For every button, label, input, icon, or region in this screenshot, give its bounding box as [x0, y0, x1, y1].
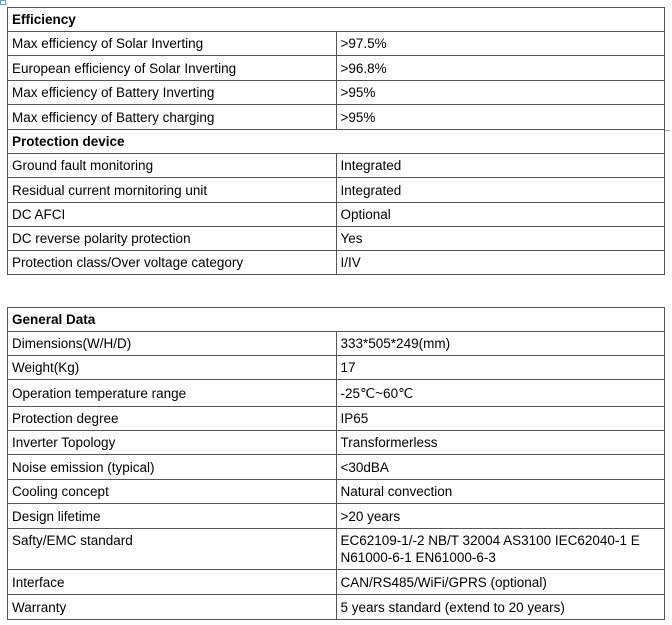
- spec-value: IP65: [336, 407, 665, 431]
- spec-label: Protection degree: [8, 407, 337, 431]
- spec-value: CAN/RS485/WiFi/GPRS (optional): [336, 570, 665, 595]
- spec-value: -25℃~60℃: [336, 380, 665, 407]
- spec-value: Natural convection: [336, 480, 665, 504]
- table-row: [8, 570, 665, 595]
- table-row: [8, 251, 665, 275]
- table-row: [8, 595, 665, 620]
- table-row: [8, 380, 665, 407]
- spec-label: Weight(Kg): [8, 356, 337, 380]
- spec-label: DC reverse polarity protection: [8, 227, 337, 251]
- spec-label: Inverter Topology: [8, 431, 337, 455]
- table-row: [8, 480, 665, 504]
- spec-label: Cooling concept: [8, 480, 337, 504]
- spec-label: Interface: [8, 570, 337, 595]
- spec-value: Yes: [336, 227, 665, 251]
- spec-label: Max efficiency of Solar Inverting: [8, 32, 337, 56]
- spec-table-efficiency-protection: [7, 7, 665, 275]
- section-title: Efficiency: [8, 8, 665, 32]
- section-header-efficiency: [8, 8, 665, 32]
- spec-value: Optional: [336, 203, 665, 227]
- spec-value: Transformerless: [336, 431, 665, 455]
- spec-value: >96.8%: [336, 56, 665, 81]
- section-header-general: [8, 308, 665, 332]
- table-row: [8, 154, 665, 178]
- spec-value: >95%: [336, 105, 665, 130]
- section-title: Protection device: [8, 130, 665, 154]
- spec-value: I/IV: [336, 251, 665, 275]
- spec-value: 17: [336, 356, 665, 380]
- spec-label: Design lifetime: [8, 504, 337, 529]
- spec-label: Noise emission (typical): [8, 455, 337, 480]
- spec-label: Dimensions(W/H/D): [8, 332, 337, 356]
- spec-value: 333*505*249(mm): [336, 332, 665, 356]
- spec-value: 5 years standard (extend to 20 years): [336, 595, 665, 620]
- table-row: [8, 203, 665, 227]
- table-row: [8, 431, 665, 455]
- spec-label: Safty/EMC standard: [8, 529, 337, 570]
- table-row: [8, 178, 665, 203]
- table-row: [8, 407, 665, 431]
- spec-table-general-data: [7, 307, 665, 620]
- spec-label: European efficiency of Solar Inverting: [8, 56, 337, 81]
- spec-value: EC62109-1/-2 NB/T 32004 AS3100 IEC62040-1 E N61000-6-1 EN61000-6-3: [336, 529, 665, 570]
- spec-value: Integrated: [336, 178, 665, 203]
- section-header-protection: [8, 130, 665, 154]
- spec-label: Warranty: [8, 595, 337, 620]
- spec-label: Max efficiency of Battery charging: [8, 105, 337, 130]
- spec-value: <30dBA: [336, 455, 665, 480]
- table-row: [8, 504, 665, 529]
- table-anchor-icon: [0, 0, 6, 5]
- table-row: [8, 227, 665, 251]
- spec-value: Integrated: [336, 154, 665, 178]
- spec-label: Max efficiency of Battery Inverting: [8, 81, 337, 105]
- table-row: [8, 56, 665, 81]
- spec-label: Ground fault monitoring: [8, 154, 337, 178]
- spec-label: DC AFCI: [8, 203, 337, 227]
- table-row: [8, 105, 665, 130]
- table-row: [8, 32, 665, 56]
- table-row: [8, 529, 665, 570]
- table-row: [8, 356, 665, 380]
- spec-label: Protection class/Over voltage category: [8, 251, 337, 275]
- spec-label: Residual current mornitoring unit: [8, 178, 337, 203]
- table-row: [8, 332, 665, 356]
- table-row: [8, 455, 665, 480]
- table-row: [8, 81, 665, 105]
- spec-value: >97.5%: [336, 32, 665, 56]
- spec-value: >20 years: [336, 504, 665, 529]
- section-title: General Data: [8, 308, 665, 332]
- spec-label: Operation temperature range: [8, 380, 337, 407]
- spec-value: >95%: [336, 81, 665, 105]
